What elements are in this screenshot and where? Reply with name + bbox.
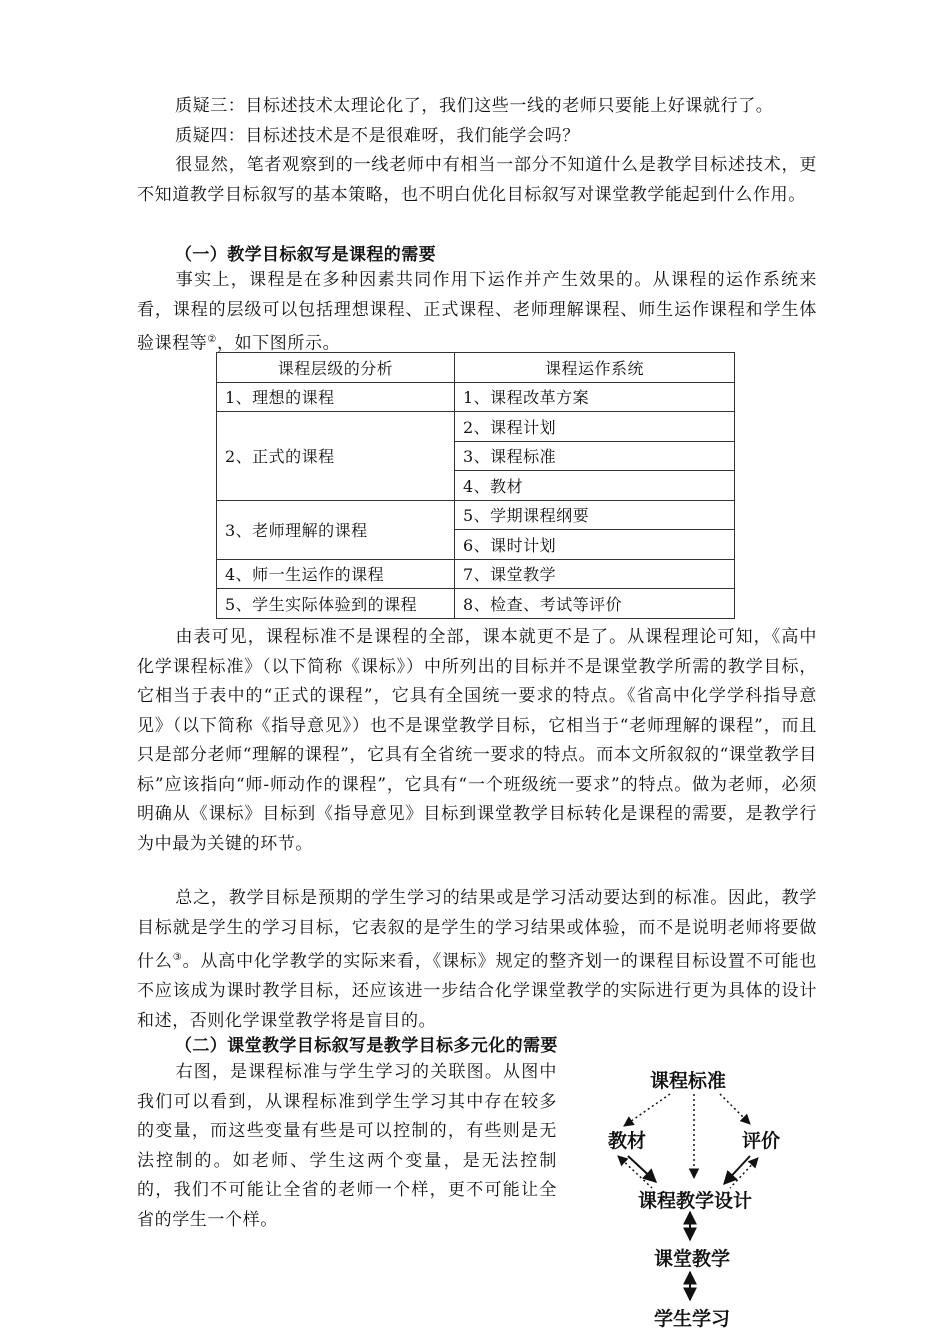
table-header-cell: 课程运作系统 bbox=[455, 353, 735, 383]
arrow-textbook-to-design bbox=[628, 1156, 656, 1182]
node-textbook: 教材 bbox=[608, 1130, 647, 1152]
table-row bbox=[217, 589, 735, 619]
paragraph-summary: 总之，教学目标是预期的学生学习的结果或是学习活动要达到的标准。因此，教学目标就是学生的学习目标，它表叙的是学生的学习结果或体验，而不是说明老师将要做什么③。从高中化学教学的实际来看，《课标》规定的整齐划一的课程目标设置不可能也不应该成为课时教学目标，还应该进一步结合化学课堂教学的实际进行更为具体的设计和述，否则化学课堂教学将是盲目的。 bbox=[137, 888, 817, 1031]
arrow-standard-to-evaluation bbox=[720, 1094, 750, 1124]
table-cell: 1、理想的课程 bbox=[217, 382, 455, 412]
arrow-standard-to-textbook bbox=[624, 1094, 670, 1126]
curriculum-levels-table bbox=[216, 352, 735, 619]
table-cell: 3、老师理解的课程 bbox=[217, 500, 455, 559]
table-header-cell: 课程层级的分析 bbox=[217, 353, 455, 383]
footnote-ref-2: ② bbox=[207, 334, 217, 345]
node-curriculum-standard: 课程标准 bbox=[650, 1070, 727, 1092]
table-cell: 6、课时计划 bbox=[455, 530, 735, 560]
table-cell: 2、课程计划 bbox=[455, 412, 735, 442]
paragraph-question-4: 质疑四：目标述技术是不是很难呀，我们能学会吗？ bbox=[175, 126, 580, 146]
table-row bbox=[217, 559, 735, 589]
curriculum-relation-diagram bbox=[590, 1060, 810, 1340]
table-header-row bbox=[217, 353, 735, 383]
table-cell: 3、课程标准 bbox=[455, 441, 735, 471]
table-cell: 2、正式的课程 bbox=[217, 412, 455, 501]
node-classroom-teaching: 课堂教学 bbox=[654, 1248, 731, 1270]
node-student-learning: 学生学习 bbox=[654, 1308, 731, 1330]
paragraph-table-analysis: 由表可见，课程标准不是课程的全部，课本就更不是了。从课程理论可知，《高中化学课程标准》（以下简称《课标》）中所列出的目标并不是课堂教学所需的教学目标，它相当于表中的“正式的课程”，它具有全国统一要求的特点。《省高中化学学科指导意见》（以下简称《指导意见》）也不是课堂教学目标，它相当于“老师理解的课程”，而且只是部分老师“理解的课程”，它具有全省统一要求的特点。而本文所叙叙的“课堂教学目标”应该指向“师-师动作的课程”，它具有“一个班级统一要求”的特点。做为老师，必须明确从《课标》目标到《指导意见》目标到课堂教学目标转化是课程的需要，是教学行为中最为关键的环节。 bbox=[137, 627, 817, 854]
paragraph-observation: 很显然，笔者观察到的一线老师中有相当一部分不知道什么是教学目标述技术，更不知道教学目标叙写的基本策略，也不明白优化目标叙写对课堂教学能起到什么作用。 bbox=[137, 155, 817, 205]
node-course-design: 课程教学设计 bbox=[638, 1190, 753, 1212]
paragraph-curriculum-levels: 事实上，课程是在多种因素共同作用下运作并产生效果的。从课程的运作系统来看，课程的层级可以包括理想课程、正式课程、老师理解课程、师生运作课程和学生体验课程等②，如下图所示。 bbox=[137, 270, 817, 354]
arrow-design-to-textbook bbox=[618, 1156, 652, 1188]
section-heading-2: （二）课堂教学目标叙写是教学目标多元化的需要 bbox=[175, 1036, 558, 1056]
table-cell: 4、教材 bbox=[455, 471, 735, 501]
table-cell: 8、检查、考试等评价 bbox=[455, 589, 735, 619]
footnote-ref-3: ③ bbox=[172, 952, 183, 963]
paragraph-question-3: 质疑三：目标述技术太理论化了，我们这些一线的老师只要能上好课就行了。 bbox=[175, 96, 774, 116]
table-cell: 1、课程改革方案 bbox=[455, 382, 735, 412]
node-evaluation: 评价 bbox=[742, 1130, 781, 1152]
table-cell: 4、师一生运作的课程 bbox=[217, 559, 455, 589]
table-row bbox=[217, 382, 735, 412]
table-cell: 7、课堂教学 bbox=[455, 559, 735, 589]
table-row bbox=[217, 500, 735, 530]
table-row bbox=[217, 412, 735, 442]
table-cell: 5、学期课程纲要 bbox=[455, 500, 735, 530]
section-heading-1: （一）教学目标叙写是课程的需要 bbox=[175, 245, 436, 265]
table-cell: 5、学生实际体验到的课程 bbox=[217, 589, 455, 619]
paragraph-diagram-description: 右图，是课程标准与学生学习的关联图。从图中我们可以看到，从课程标准到学生学习其中存在较多的变量，而这些变量有些是可以控制的，有些则是无法控制的。如老师、学生这两个变量，是无法控制的，我们不可能让全省的老师一个样，更不可能让全省的学生一个样。 bbox=[137, 1062, 557, 1230]
